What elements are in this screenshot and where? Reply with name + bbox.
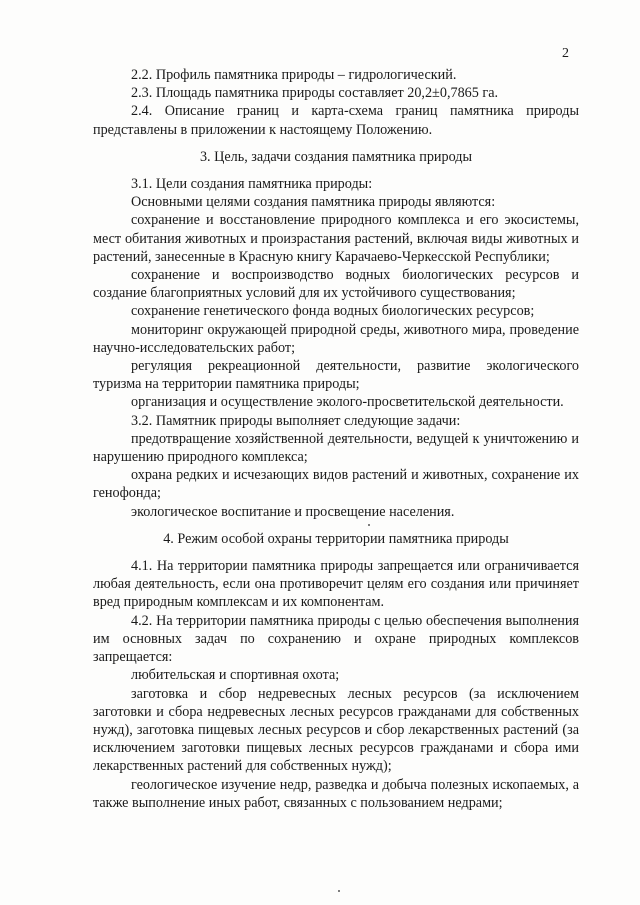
paragraph-goals-intro: Основными целями создания памятника природы являются: bbox=[131, 194, 496, 211]
document-body bbox=[93, 66, 579, 812]
paragraph-4-2: 4.2. На территории памятника природы с целью обеспечения выполнения им основных задач по сохранению и охране природных комплексов запрещается: bbox=[93, 612, 579, 666]
paragraph-3-1: 3.1. Цели создания памятника природы: bbox=[131, 176, 373, 193]
goal-item-aquatic-resources: сохранение и воспроизводство водных биологических ресурсов и создание благоприятных условий для их устойчивого существования; bbox=[93, 267, 579, 302]
paragraph-3-2: 3.2. Памятник природы выполняет следующие задачи: bbox=[131, 412, 461, 429]
task-item-prevention: предотвращение хозяйственной деятельности, ведущей к уничтожению и нарушению природного комплекса; bbox=[93, 430, 579, 466]
paragraph-2-3: 2.3. Площадь памятника природы составляет 20,2±0,7865 га. bbox=[131, 85, 499, 102]
task-item-protection: охрана редких и исчезающих видов растений и животных, сохранение их генофонда; bbox=[93, 467, 579, 502]
goal-item-recreation: регуляция рекреационной деятельности, развитие экологического туризма на территории памятника природы; bbox=[93, 358, 579, 393]
goal-item-education: организация и осуществление эколого-просветительской деятельности. bbox=[131, 394, 564, 411]
section-heading-3: 3. Цель, задачи создания памятника природы bbox=[199, 148, 473, 165]
section-heading-4: 4. Режим особой охраны территории памятника природы bbox=[163, 530, 509, 547]
prohibition-item-hunting: любительская и спортивная охота; bbox=[131, 667, 340, 684]
paragraph-2-2: 2.2. Профиль памятника природы – гидрологический. bbox=[131, 67, 457, 83]
page-number: 2 bbox=[562, 46, 569, 61]
paragraph-4-1: 4.1. На территории памятника природы запрещается или ограничивается любая деятельность, если она противоречит целям его создания или причиняет вред природным комплексам и их компонентам. bbox=[93, 558, 579, 611]
prohibition-item-forest-resources: заготовка и сбор недревесных лесных ресурсов (за исключением заготовки и сбора недревесных лесных ресурсов гражданами для собственных нужд), заготовка пищевых лесных ресурсов и сбор лекарственных растений (за исключением заготовки пищевых лесных ресурсов гражданами и сбора ими лекарственных растений для собственных нужд); bbox=[93, 685, 579, 775]
goal-item-genetic-fund: сохранение генетического фонда водных биологических ресурсов; bbox=[131, 303, 535, 320]
scan-speck bbox=[368, 524, 370, 526]
paragraph-2-4: 2.4. Описание границ и карта-схема границ памятника природы представлены в приложении к настоящему Положению. bbox=[93, 103, 579, 138]
prohibition-item-subsoil: геологическое изучение недр, разведка и добыча полезных ископаемых, а также выполнение иных работ, связанных с пользованием недрами; bbox=[93, 776, 579, 811]
task-item-education: экологическое воспитание и просвещение населения. bbox=[131, 503, 455, 520]
scan-speck bbox=[338, 890, 340, 892]
goal-item-ecosystem: сохранение и восстановление природного комплекса и его экосистемы, мест обитания животных и произрастания растений, включая виды животных и растений, занесенные в Красную книгу Карачаево-Черкесской Республики; bbox=[93, 212, 579, 265]
goal-item-monitoring: мониторинг окружающей природной среды, животного мира, проведение научно-исследовательских работ; bbox=[93, 321, 579, 356]
